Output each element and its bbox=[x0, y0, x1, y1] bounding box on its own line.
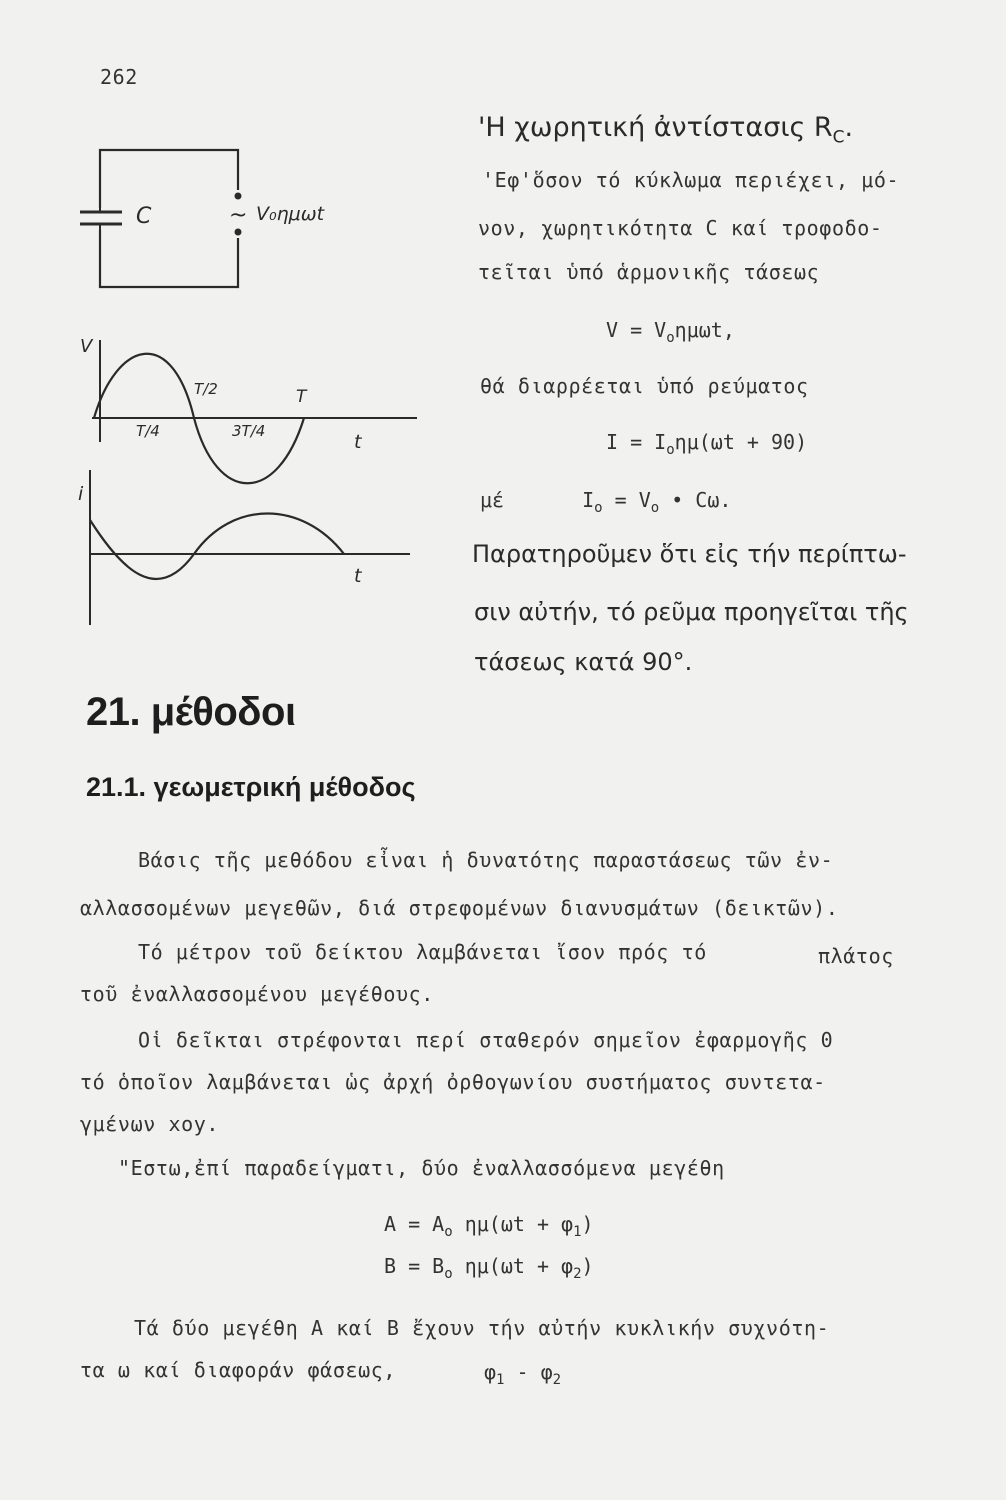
capacitor-symbol bbox=[80, 208, 122, 230]
rc-circuit-diagram bbox=[78, 140, 358, 300]
source-label: V₀ημωt bbox=[256, 203, 325, 225]
current-graph bbox=[72, 470, 422, 630]
body-p5-line-2: τα ω καί διαφοράν φάσεως, bbox=[80, 1358, 397, 1382]
body-p4-line: "Εστω,ἐπί παραδείγματι, δύο ἐναλλασσόμενα μεγέθη bbox=[118, 1156, 725, 1180]
observation-line-1: Παρατηροῦμεν ὅτι εἰς τήν περίπτω- bbox=[472, 540, 907, 568]
rc-current-line: θά διαρρέεται ὑπό ρεύματος bbox=[480, 374, 809, 398]
t-half-label: T/2 bbox=[194, 380, 218, 398]
t-three-quarter-label: 3T/4 bbox=[232, 422, 266, 440]
amplitude-equation: μέ $I_o = V_o$ • Cω. bbox=[480, 488, 732, 516]
observation-line-3: τάσεως κατά 90°. bbox=[474, 648, 693, 676]
current-equation: $I = I_o\eta\mu(\omega t + 90)$ bbox=[606, 430, 808, 458]
i-time-label: t bbox=[354, 565, 362, 587]
equation-b: $B = B_o$ $\eta\mu(\omega t + \varphi_2)$ bbox=[384, 1254, 594, 1282]
rc-para-line-2: νον, χωρητικότητα C καί τροφοδο- bbox=[478, 216, 883, 240]
body-p2-line-2: τοῦ ἐναλλασσομένου μεγέθους. bbox=[80, 982, 434, 1006]
capacitor-label: C bbox=[136, 204, 152, 229]
t-quarter-label: T/4 bbox=[136, 422, 160, 440]
body-p1-line-2: αλλασσομένων μεγεθῶν, διά στρεφομένων διανυσμάτων (δεικτῶν). bbox=[80, 896, 839, 920]
circuit-wires bbox=[100, 150, 238, 287]
section-heading: 21. μέθοδοι bbox=[86, 690, 296, 734]
rc-para-line-3: τεῖται ὑπό ἁρμονικῆς τάσεως bbox=[478, 260, 820, 284]
rc-para-line-1: 'Εφ'ὅσον τό κύκλωμα περιέχει, μό- bbox=[482, 168, 900, 192]
t-full-label: T bbox=[296, 387, 307, 407]
ac-source-tilde: ~ bbox=[229, 203, 248, 228]
equation-a: $A = A_o$ $\eta\mu(\omega t + \varphi_1)$ bbox=[384, 1212, 594, 1240]
source-terminal-top bbox=[235, 193, 242, 200]
body-p5-line-1: Τά δύο μεγέθη A καί B ἔχουν τήν αὐτήν κυκλικήν συχνότη- bbox=[134, 1316, 830, 1340]
body-p1-line-1: Βάσις τῆς μεθόδου εἶναι ἡ δυνατότης παραστάσεως τῶν ἐν- bbox=[138, 848, 834, 872]
body-p2-line-1a: Τό μέτρον τοῦ δείκτου λαμβάνεται ἴσον πρός τό bbox=[138, 940, 707, 964]
body-p3-line-3: γμένων xoy. bbox=[80, 1112, 220, 1136]
voltage-equation: $V = V_o\eta\mu\omega t$, bbox=[606, 318, 735, 346]
current-curve bbox=[90, 514, 344, 579]
subsection-heading: 21.1. γεωμετρική μέθοδος bbox=[86, 772, 416, 802]
v-axis-label: V bbox=[80, 336, 93, 357]
body-p3-line-2: τό ὁποῖον λαμβάνεται ὡς ἀρχή ὀρθογωνίου συστήματος συντετα- bbox=[80, 1070, 826, 1094]
v-time-label: t bbox=[354, 431, 362, 453]
observation-line-2: σιν αὐτήν, τό ρεῦμα προηγεῖται τῆς bbox=[474, 598, 909, 626]
body-p2-line-1b: πλάτος bbox=[818, 944, 894, 968]
i-axis-label: i bbox=[78, 483, 84, 505]
body-p3-line-1: Οἱ δεῖκται στρέφονται περί σταθερόν σημεῖον ἐφαρμογῆς 0 bbox=[138, 1028, 834, 1052]
rc-title: 'Η χωρητική ἀντίστασις $R_C$. bbox=[478, 112, 854, 148]
page-number: 262 bbox=[100, 65, 138, 89]
source-terminal-bottom bbox=[235, 229, 242, 236]
phase-difference: $\varphi_1 - \varphi_2$ bbox=[484, 1360, 562, 1388]
